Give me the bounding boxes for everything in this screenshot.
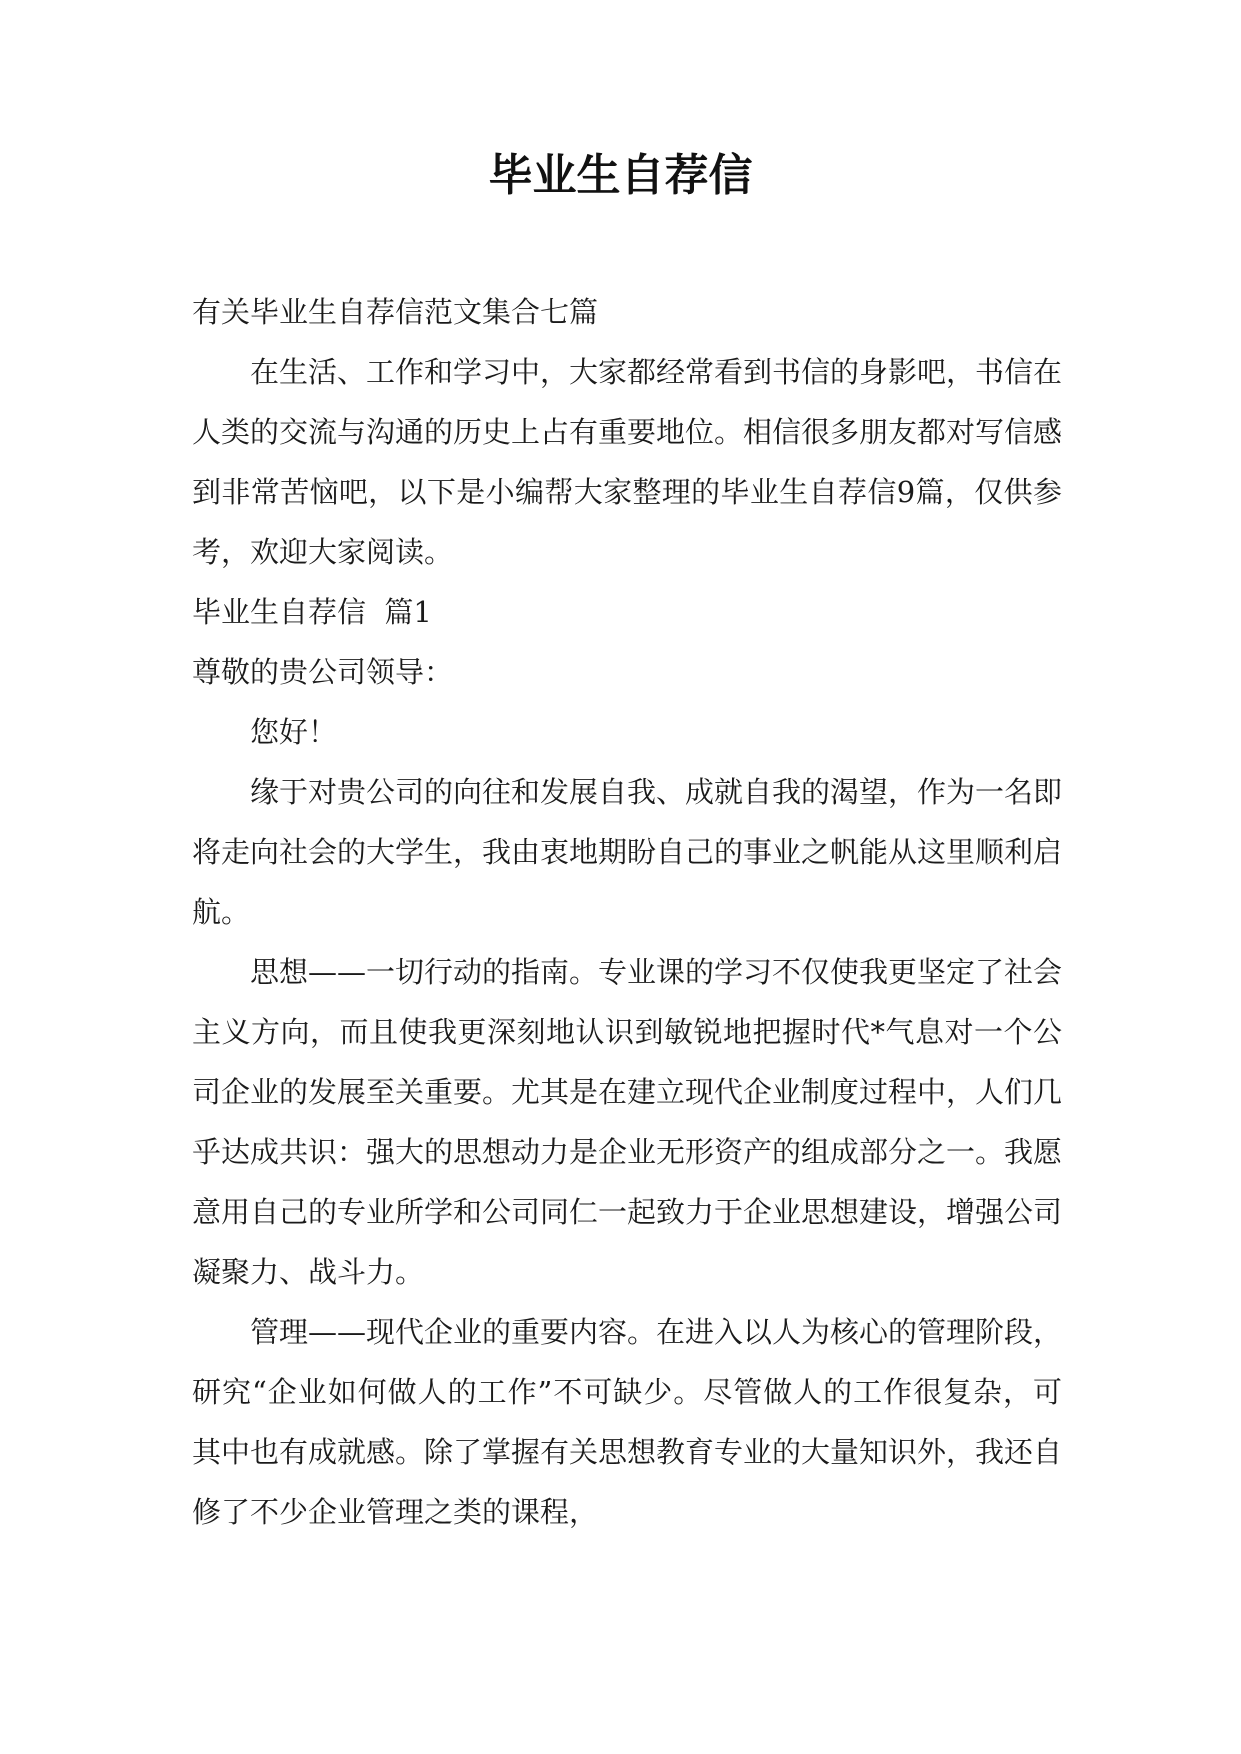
salutation: 尊敬的贵公司领导：	[192, 655, 454, 689]
document-body	[192, 282, 1062, 1542]
intro-paragraph: 在生活、工作和学习中，大家都经常看到书信的身影吧，书信在人类的交流与沟通的历史上占有重要地位。相信很多朋友都对写信感到非常苦恼吧，以下是小编帮大家整理的毕业生自荐信9篇，仅供参考，欢迎大家阅读。	[192, 355, 1063, 569]
section-heading: 毕业生自荐信 篇1	[192, 595, 432, 629]
document-subtitle: 有关毕业生自荐信范文集合七篇	[192, 295, 599, 329]
body-paragraph: 思想——一切行动的指南。专业课的学习不仅使我更坚定了社会主义方向，而且使我更深刻地认识到敏锐地把握时代*气息对一个公司企业的发展至关重要。尤其是在建立现代企业制度过程中，人们几乎达成共识：强大的思想动力是企业无形资产的组成部分之一。我愿意用自己的专业所学和公司同仁一起致力于企业思想建设，增强公司凝聚力、战斗力。	[192, 955, 1063, 1289]
greeting: 您好！	[250, 715, 338, 749]
body-paragraph: 管理——现代企业的重要内容。在进入以人为核心的管理阶段，研究“企业如何做人的工作”不可缺少。尽管做人的工作很复杂，可其中也有成就感。除了掌握有关思想教育专业的大量知识外，我还自修了不少企业管理之类的课程，	[192, 1315, 1063, 1529]
body-paragraph: 缘于对贵公司的向往和发展自我、成就自我的渴望，作为一名即将走向社会的大学生，我由衷地期盼自己的事业之帆能从这里顺利启航。	[192, 775, 1063, 929]
document-title: 毕业生自荐信	[488, 150, 753, 201]
